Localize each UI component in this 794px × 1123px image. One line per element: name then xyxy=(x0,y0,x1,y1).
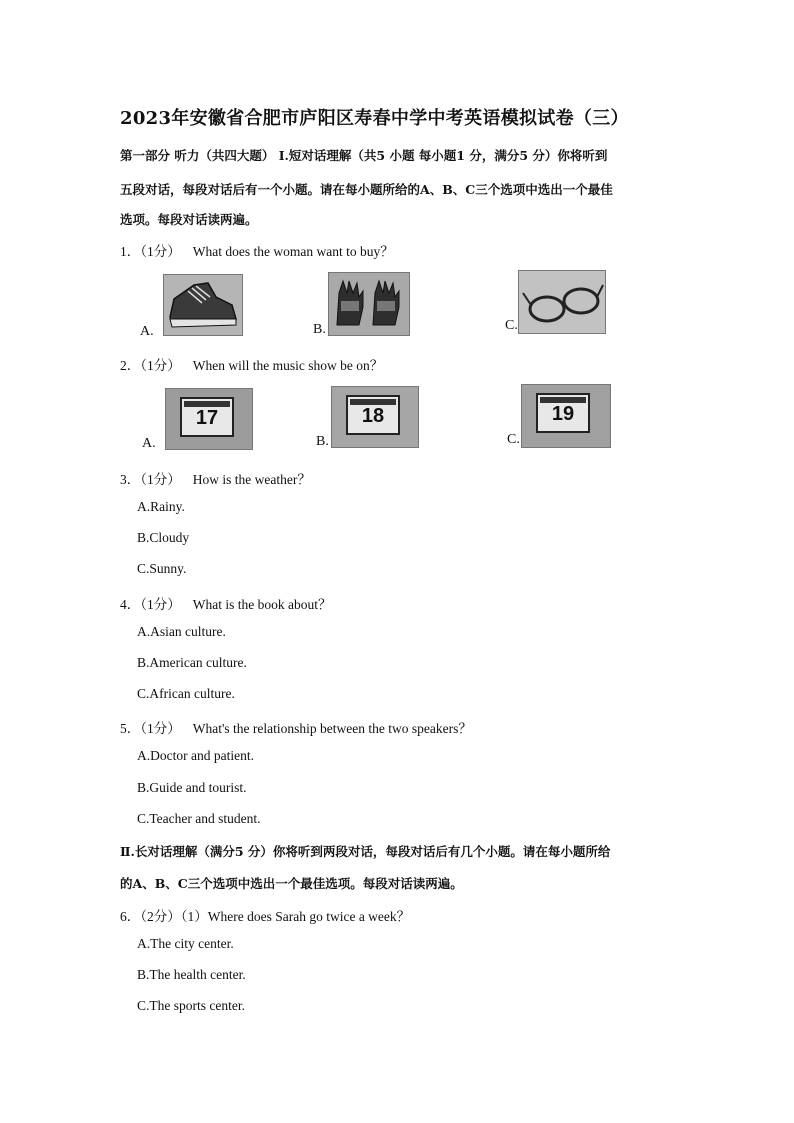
q1-option-a-label: A. xyxy=(140,324,154,339)
glasses-icon xyxy=(518,270,606,334)
q1-option-b-label: B. xyxy=(313,322,326,337)
calendar-card xyxy=(180,397,234,437)
q3-option-a: A.Rainy. xyxy=(137,499,185,514)
calendar-day: 17 xyxy=(195,407,219,429)
calendar-icon xyxy=(331,386,419,448)
question-text: Where does Sarah go twice a week？ xyxy=(207,909,411,924)
q6-option-c: C.The sports center. xyxy=(137,998,245,1013)
question-score: （1分） xyxy=(140,358,181,373)
q6-option-b: B.The health center. xyxy=(137,967,246,982)
question-number: 1． xyxy=(120,244,141,259)
question-text: When will the music show be on？ xyxy=(192,358,384,373)
q3-option-c: C.Sunny. xyxy=(137,561,187,576)
sneaker-icon xyxy=(163,274,243,336)
question-2 xyxy=(120,354,383,374)
question-number: 4． xyxy=(120,597,141,612)
question-score: （1分） xyxy=(140,244,181,259)
question-number: 2． xyxy=(120,358,141,373)
sub-question-number: （1） xyxy=(180,909,208,924)
question-number: 6． xyxy=(120,909,141,924)
gloves-icon xyxy=(328,272,410,336)
calendar-day: 18 xyxy=(361,405,385,427)
question-score: （1分） xyxy=(140,597,181,612)
question-6 xyxy=(120,905,410,925)
question-score: （2分） xyxy=(140,909,181,924)
q4-option-c: C.African culture. xyxy=(137,686,235,701)
section1-instructions-line2: 五段对话，每段对话后有一个小题。请在每小题所给的A、B、C三个选项中选出一个最佳 xyxy=(120,182,613,197)
calendar-card xyxy=(536,393,590,433)
question-4 xyxy=(120,593,331,613)
question-score: （1分） xyxy=(140,721,181,736)
question-score: （1分） xyxy=(140,472,181,487)
question-text: What does the woman want to buy？ xyxy=(192,244,394,259)
q6-option-a: A.The city center. xyxy=(137,936,234,951)
calendar-day: 19 xyxy=(551,403,575,425)
question-number: 3． xyxy=(120,472,141,487)
exam-title: 2023年安徽省合肥市庐阳区寿春中学中考英语模拟试卷（三） xyxy=(120,108,629,129)
q5-option-c: C.Teacher and student. xyxy=(137,811,261,826)
question-1 xyxy=(120,240,394,260)
q4-option-b: B.American culture. xyxy=(137,655,247,670)
calendar-icon xyxy=(521,384,611,448)
section1-instructions-line3: 选项。每段对话读两遍。 xyxy=(120,212,258,227)
q4-option-a: A.Asian culture. xyxy=(137,624,226,639)
q5-option-a: A.Doctor and patient. xyxy=(137,748,254,763)
calendar-card xyxy=(346,395,400,435)
question-text: What's the relationship between the two speakers？ xyxy=(192,721,472,736)
section2-instructions-line2: 的A、B、C三个选项中选出一个最佳选项。每段对话读两遍。 xyxy=(120,876,463,891)
question-text: What is the book about？ xyxy=(192,597,332,612)
section2-instructions-line1: Ⅱ.长对话理解（满分5 分）你将听到两段对话，每段对话后有几个小题。请在每小题所给 xyxy=(120,844,611,859)
question-3 xyxy=(120,468,311,488)
question-number: 5． xyxy=(120,721,141,736)
q1-option-c-label: C. xyxy=(505,318,518,333)
q2-option-b-label: B. xyxy=(316,434,329,449)
question-text: How is the weather？ xyxy=(192,472,311,487)
q2-option-a-label: A. xyxy=(142,436,156,451)
section1-instructions-line1: 第一部分 听力（共四大题） Ⅰ.短对话理解（共5 小题 每小题1 分，满分5 分）你将听到 xyxy=(120,148,608,163)
q5-option-b: B.Guide and tourist. xyxy=(137,780,247,795)
question-5 xyxy=(120,717,472,737)
calendar-icon xyxy=(165,388,253,450)
q3-option-b: B.Cloudy xyxy=(137,530,190,545)
q2-option-c-label: C. xyxy=(507,432,520,447)
